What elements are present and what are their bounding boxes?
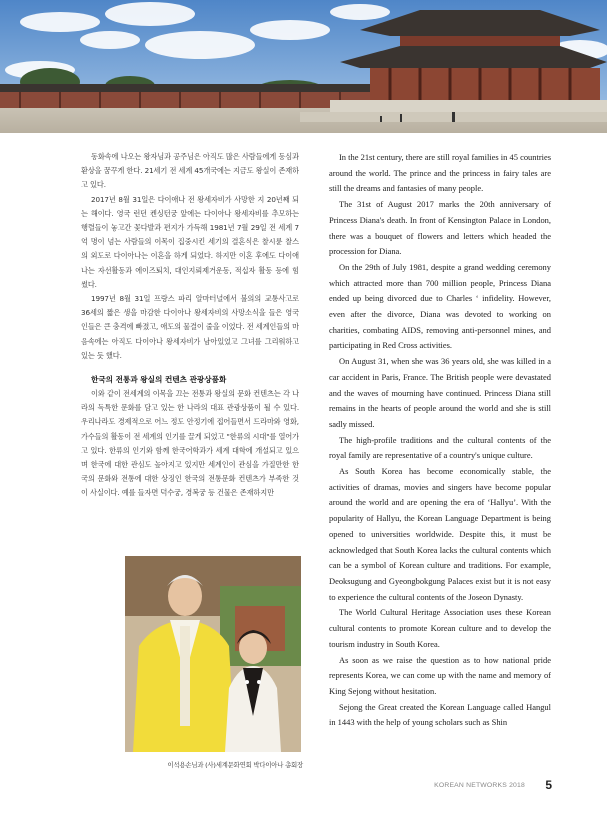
english-paragraph: In the 21st century, there are still royal families in 45 countries around the world. The prince and the princess in fairy tales are still the dreams and fantasies of many people.: [329, 152, 551, 194]
english-paragraph: The World Cultural Heritage Association uses these Korean cultural contents to promote Korean culture and to develop the tourism industry in South Korea.: [329, 607, 551, 649]
magazine-name: KOREAN NETWORKS 2018: [434, 782, 525, 789]
english-paragraph: On the 29th of July 1981, despite a grand wedding ceremony which attracted more than 700 million people, Princess Diana ended up being divorced due to Charles ‘ infidelity. However, even after the divorce, Diana was devoted to working on charities, combating AIDS, removing anti-personnel mines, and participating in Red Cross activities.: [329, 261, 551, 351]
korean-text-column: [81, 150, 299, 501]
english-paragraph: The high-profile traditions and the cultural contents of the royal family are representative of a country's unique culture.: [329, 434, 551, 461]
english-paragraph: On August 31, when she was 36 years old, she was killed in a car accident in Paris, France. The British people were devastated and the waves of mourning have continued. Princess Diana still remains in the hearts of people around the world and she is still sadly missed.: [329, 356, 551, 429]
page-footer: [400, 779, 552, 793]
header-photo-palace: [0, 0, 607, 133]
english-paragraph: The 31st of August 2017 marks the 20th anniversary of Princess Diana's death. In front of Kensington Palace in London, there was a bouquet of flowers and letters which headed the procession for Diana.: [329, 199, 551, 257]
portrait-photo: [125, 556, 301, 752]
english-paragraph: Sejong the Great created the Korean Language called Hangul in 1443 with the help of young scholars such as Shin: [329, 701, 551, 728]
korean-paragraph: 이와 같이 전세계의 이목을 끄는 전통과 왕실의 문화 컨텐츠는 각 나라의 독특한 문화를 담고 있는 한 나라의 대표 관광상품이 될 수 있다. 우리나라도 경제적으로 어느 정도 안정기에 접어들면서 드라마와 영화, 가수들의 활동이 전 세계의 인기를 끌게 되었고 "한류의 시대"를 열어가고 있다. 한류의 인기와 함께 한국어학과가 세계 대학에 개설되고 있으며 한국에 대한 관심도 높아지고 있지만 세계인이 관심을 가질만한 한국의 문화와 전통에 대한 상징인 한국의 전통문화 컨텐츠가 부족한 것이 사실이다. 예를 들자면 덕수궁, 경복궁 등 건물은 존재하지만: [81, 389, 299, 498]
korean-paragraph: 1997년 8월 31일 프랑스 파리 알마터널에서 불의의 교통사고로 36세의 짧은 생을 마감한 다이아나 왕세자비의 사망소식을 들은 영국인들은 큰 충격에 빠졌고, 애도의 물결이 줄을 이었다. 전 세계인들의 마음속에는 아직도 다이아나 왕세자비가 남아있었고 그녀를 그리워하고 있는 듯 했다.: [81, 294, 299, 360]
english-text-column: [329, 150, 551, 731]
korean-section-heading: 한국의 전통과 왕실의 컨텐츠 관광상품화: [91, 375, 227, 385]
photo-caption: 이석용손님과 (사)세계문화연회 박다이아나 총회장: [167, 761, 303, 769]
page-number: 5: [545, 778, 552, 792]
korean-paragraph: 2017년 8월 31일은 다이애나 전 왕세자비가 사망한 지 20년째 되는 해이다. 영국 런던 켄싱턴궁 앞에는 다이아나 왕세자비를 추모하는 행렬들이 놓고간 꽃다발과 편지가 가득해 1981년 7월 29일 전 세계 7억 명이 넘는 사람들의 이목이 집중시킨 세기의 결혼식은 찰시륜 찰스의 외도로 다이아나는 이혼을 하게 되었다. 하지만 이혼 후에도 다이애나는 자선활동과 에이즈퇴치, 대인지뢰제거운동, 적십자 활동 등에 힘썼다.: [81, 194, 299, 289]
english-paragraph: As soon as we raise the question as to how national pride represents Korea, we can come up with the name and memory of King Sejong without hesitation.: [329, 654, 551, 696]
korean-paragraph: 동화속에 나오는 왕자님과 공주님은 아직도 많은 사람들에게 동심과 환상을 꿈꾸게 한다. 21세기 전 세계 45개국에는 지금도 왕실이 존재하고 있다.: [81, 152, 299, 190]
english-paragraph: As South Korea has become economically stable, the activities of dramas, movies and singers have become popular around the world and are opening the era of ‘Hallyu’. With the popularity of Hallyu, the Korean Language Department is being opened to universities worldwide. Despite this, it must be acknowledged that South Korea lacks the cultural contents which can be a symbol of Korean culture and traditions. For example, Deoksugung and Gyeongbokgung Palaces exist but it is not easy to experience the cultural contents of the Joseon Dynasty.: [329, 466, 551, 602]
